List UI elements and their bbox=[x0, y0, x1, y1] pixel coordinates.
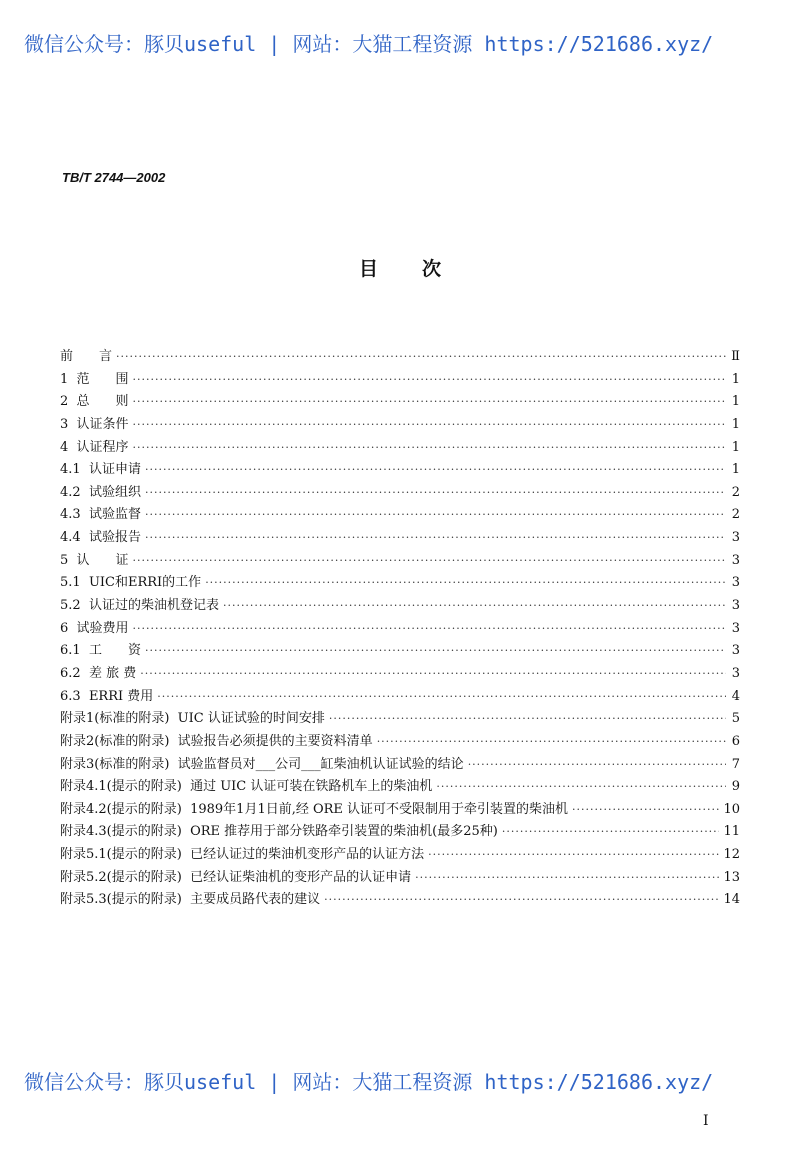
dot-leader bbox=[140, 667, 726, 680]
dot-leader bbox=[415, 871, 719, 884]
toc-entry[interactable] bbox=[60, 843, 740, 866]
toc-entry-label: 附录4.2(提示的附录) 1989年1月1日前,经 ORE 认证可不受限制用于牵引装置的柴油机 bbox=[60, 801, 569, 817]
toc-entry[interactable] bbox=[60, 503, 740, 526]
dot-leader bbox=[145, 644, 726, 657]
toc-entry-page: 1 bbox=[731, 462, 740, 478]
toc-entry-label: 附录3(标准的附录) 试验监督员对___公司___缸柴油机认证试验的结论 bbox=[60, 756, 464, 772]
toc-entry-label: 6.2 差 旅 费 bbox=[60, 665, 137, 681]
toc-entry[interactable] bbox=[60, 730, 740, 753]
toc-entry-label: 3 认证条件 bbox=[60, 416, 129, 432]
toc-entry-label: 6 试验费用 bbox=[60, 620, 129, 636]
dot-leader bbox=[145, 463, 726, 476]
toc-entry-page: 3 bbox=[731, 552, 740, 568]
toc-entry-page: 2 bbox=[731, 484, 740, 500]
toc-entry[interactable] bbox=[60, 888, 740, 911]
toc-entry-page: 9 bbox=[731, 779, 740, 795]
dot-leader bbox=[502, 825, 720, 838]
toc-entry[interactable] bbox=[60, 639, 740, 662]
toc-entry[interactable] bbox=[60, 866, 740, 889]
toc-entry[interactable] bbox=[60, 390, 740, 413]
toc-entry-page: 11 bbox=[723, 824, 740, 840]
dot-leader bbox=[133, 395, 726, 408]
dot-leader bbox=[133, 418, 726, 431]
toc-entry[interactable] bbox=[60, 662, 740, 685]
toc-entry[interactable] bbox=[60, 368, 740, 391]
dot-leader bbox=[145, 531, 726, 544]
toc-entry-label: 5 认 证 bbox=[60, 552, 129, 568]
dot-leader bbox=[436, 780, 726, 793]
toc-entry-label: 5.1 UIC和ERRI的工作 bbox=[60, 575, 202, 591]
dot-leader bbox=[572, 803, 719, 816]
dot-leader bbox=[133, 441, 726, 454]
toc-entry[interactable] bbox=[60, 685, 740, 708]
table-of-contents bbox=[60, 345, 740, 911]
dot-leader bbox=[133, 622, 726, 635]
toc-entry-page: 1 bbox=[731, 416, 740, 432]
toc-entry-page: 6 bbox=[731, 733, 740, 749]
toc-entry-page: 3 bbox=[731, 598, 740, 614]
toc-entry-label: 6.3 ERRI 费用 bbox=[60, 688, 154, 704]
page-title: 目次 bbox=[358, 258, 485, 280]
page-number: I bbox=[703, 1113, 709, 1129]
toc-entry[interactable] bbox=[60, 413, 740, 436]
dot-leader bbox=[223, 599, 726, 612]
toc-entry-page: 4 bbox=[731, 688, 740, 704]
toc-entry-page: 3 bbox=[731, 665, 740, 681]
toc-entry-page: 3 bbox=[731, 530, 740, 546]
toc-entry-label: 4.1 认证申请 bbox=[60, 462, 141, 478]
dot-leader bbox=[157, 690, 726, 703]
toc-entry[interactable] bbox=[60, 798, 740, 821]
toc-entry[interactable] bbox=[60, 775, 740, 798]
toc-entry[interactable] bbox=[60, 594, 740, 617]
toc-entry-label: 附录5.2(提示的附录) 已经认证柴油机的变形产品的认证申请 bbox=[60, 869, 412, 885]
toc-entry-page: 12 bbox=[723, 847, 740, 863]
toc-entry-label: 5.2 认证过的柴油机登记表 bbox=[60, 598, 219, 614]
toc-entry-page: 13 bbox=[723, 869, 740, 885]
toc-entry-page: 14 bbox=[723, 892, 740, 908]
toc-entry-label: 附录4.3(提示的附录) ORE 推荐用于部分铁路牵引装置的柴油机(最多25种) bbox=[60, 824, 498, 840]
dot-leader bbox=[468, 758, 726, 771]
dot-leader bbox=[133, 554, 726, 567]
toc-entry-label: 4 认证程序 bbox=[60, 439, 129, 455]
dot-leader bbox=[329, 712, 726, 725]
toc-entry-page: 1 bbox=[731, 394, 740, 410]
dot-leader bbox=[133, 373, 726, 386]
toc-entry-label: 前 言 bbox=[60, 349, 113, 364]
toc-entry[interactable] bbox=[60, 820, 740, 843]
dot-leader bbox=[145, 486, 726, 499]
toc-entry-page: 7 bbox=[731, 756, 740, 772]
dot-leader bbox=[145, 508, 726, 521]
toc-entry-label: 附录4.1(提示的附录) 通过 UIC 认证可装在铁路机车上的柴油机 bbox=[60, 779, 433, 795]
dot-leader bbox=[116, 350, 726, 363]
toc-entry[interactable] bbox=[60, 526, 740, 549]
toc-entry-page: 3 bbox=[731, 575, 740, 591]
toc-entry-page: 3 bbox=[731, 620, 740, 636]
toc-entry-page: 5 bbox=[731, 711, 740, 727]
toc-entry-page: 3 bbox=[731, 643, 740, 659]
toc-entry-page: 1 bbox=[731, 371, 740, 387]
toc-entry[interactable] bbox=[60, 549, 740, 572]
toc-entry-label: 2 总 则 bbox=[60, 394, 129, 410]
toc-entry-label: 附录2(标准的附录) 试验报告必须提供的主要资料清单 bbox=[60, 733, 373, 749]
toc-entry-label: 4.3 试验监督 bbox=[60, 507, 141, 523]
dot-leader bbox=[377, 735, 726, 748]
toc-entry-label: 附录5.1(提示的附录) 已经认证过的柴油机变形产品的认证方法 bbox=[60, 847, 425, 863]
toc-entry[interactable] bbox=[60, 436, 740, 459]
toc-entry-page: 2 bbox=[731, 507, 740, 523]
toc-entry-label: 1 范 围 bbox=[60, 371, 129, 387]
toc-entry[interactable] bbox=[60, 707, 740, 730]
watermark-bottom: 微信公众号：豚贝useful | 网站：大猫工程资源 https://521686.xyz/ bbox=[24, 1070, 714, 1094]
toc-entry-label: 6.1 工 资 bbox=[60, 643, 141, 659]
toc-entry-label: 附录1(标准的附录) UIC 认证试验的时间安排 bbox=[60, 711, 325, 727]
watermark-top: 微信公众号：豚贝useful | 网站：大猫工程资源 https://521686.xyz/ bbox=[24, 32, 714, 56]
toc-entry[interactable] bbox=[60, 481, 740, 504]
dot-leader bbox=[428, 848, 719, 861]
toc-entry[interactable] bbox=[60, 571, 740, 594]
dot-leader bbox=[205, 576, 726, 589]
toc-entry-page: Ⅱ bbox=[731, 349, 740, 364]
dot-leader bbox=[324, 893, 719, 906]
toc-entry-page: 1 bbox=[731, 439, 740, 455]
standard-number: TB/T 2744—2002 bbox=[62, 170, 166, 185]
toc-entry-label: 4.4 试验报告 bbox=[60, 530, 141, 546]
toc-entry-page: 10 bbox=[723, 801, 740, 817]
toc-entry[interactable] bbox=[60, 617, 740, 640]
toc-entry[interactable] bbox=[60, 753, 740, 776]
toc-entry-label: 4.2 试验组织 bbox=[60, 484, 141, 500]
toc-entry-label: 附录5.3(提示的附录) 主要成员路代表的建议 bbox=[60, 892, 321, 908]
toc-entry[interactable] bbox=[60, 345, 740, 368]
toc-entry[interactable] bbox=[60, 458, 740, 481]
